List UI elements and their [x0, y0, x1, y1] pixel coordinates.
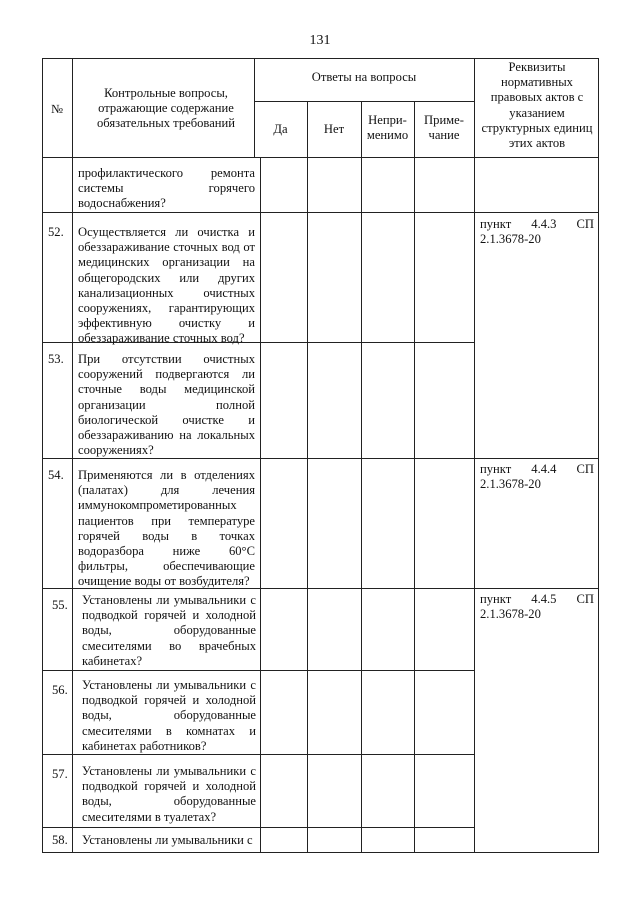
col-line-na — [414, 101, 415, 853]
table-border-top — [42, 58, 599, 59]
header-number: № — [50, 102, 64, 116]
table-border-left — [42, 58, 43, 853]
row-number: 57. — [52, 767, 68, 781]
col-line-no — [361, 101, 362, 853]
page-number: 131 — [309, 33, 331, 48]
row-number: 58. — [52, 833, 68, 847]
ref-line-2 — [474, 458, 599, 459]
header-bottom — [42, 157, 599, 158]
requisite-text: пункт 4.4.5 СП 2.1.3678-20 — [480, 592, 594, 622]
question-text: Осуществляется ли очистка и обеззараживание сточных вод от медицинских организации на общегородских или других канализационных очистных сооружениях, гарантирующих эффективную очистку и обеззараживание сточных вод? — [78, 225, 255, 346]
header-note: Приме- чание — [424, 113, 464, 143]
header-no: Нет — [323, 122, 345, 136]
row-line-6 — [42, 754, 475, 755]
question-text: Установлены ли умывальники с подводкой горячей и холодной воды, оборудованные смесителями во врачебных кабинетах? — [82, 593, 256, 668]
header-not-applicable: Непри- менимо — [366, 113, 409, 143]
question-text: Установлены ли умывальники с подводкой горячей и холодной воды, оборудованные смесителями в комнатах и кабинетах работников? — [82, 678, 256, 753]
row-number: 52. — [48, 225, 64, 239]
row-number: 53. — [48, 352, 64, 366]
col-line-question — [260, 157, 261, 853]
row-number: 55. — [52, 598, 68, 612]
question-text: профилактического ремонта системы горячего водоснабжения? — [78, 166, 255, 211]
row-number: 54. — [48, 468, 64, 482]
header-divider-answers — [254, 101, 474, 102]
row-line-7 — [42, 827, 475, 828]
col-line-note — [474, 58, 475, 853]
requisite-text: пункт 4.4.4 СП 2.1.3678-20 — [480, 462, 594, 492]
row-line-1 — [42, 212, 475, 213]
question-text: Применяются ли в отделениях (палатах) для лечения иммунокомпрометированных пациентов при температуре горячей воды в точках водоразбора ниже 60°С фильтры, обеспечивающие очищение воды от возбудителя? — [78, 468, 255, 589]
header-yes: Да — [273, 122, 288, 136]
col-line-num — [72, 58, 73, 853]
row-line-5 — [42, 670, 475, 671]
header-requisites: Реквизиты нормативных правовых актов с указанием структурных единиц этих актов — [481, 60, 593, 151]
ref-line-3 — [474, 588, 599, 589]
question-text: При отсутствии очистных сооружений подвергаются ли сточные воды медицинской организации полной биологической очистке и обеззараживанию на локальных сооружениях? — [78, 352, 255, 458]
table-border-bottom — [42, 852, 599, 853]
table-border-right — [598, 58, 599, 853]
col-line-yes — [307, 101, 308, 853]
row-number: 56. — [52, 683, 68, 697]
header-answers: Ответы на вопросы — [311, 70, 417, 84]
ref-line-1 — [474, 212, 599, 213]
header-questions: Контрольные вопросы, отражающие содержание обязательных требований — [96, 86, 236, 131]
requisite-text: пункт 4.4.3 СП 2.1.3678-20 — [480, 217, 594, 247]
question-text: Установлены ли умывальники с подводкой горячей и холодной воды, оборудованные смесителями в туалетах? — [82, 764, 256, 824]
question-text: Установлены ли умывальники с — [82, 833, 253, 847]
